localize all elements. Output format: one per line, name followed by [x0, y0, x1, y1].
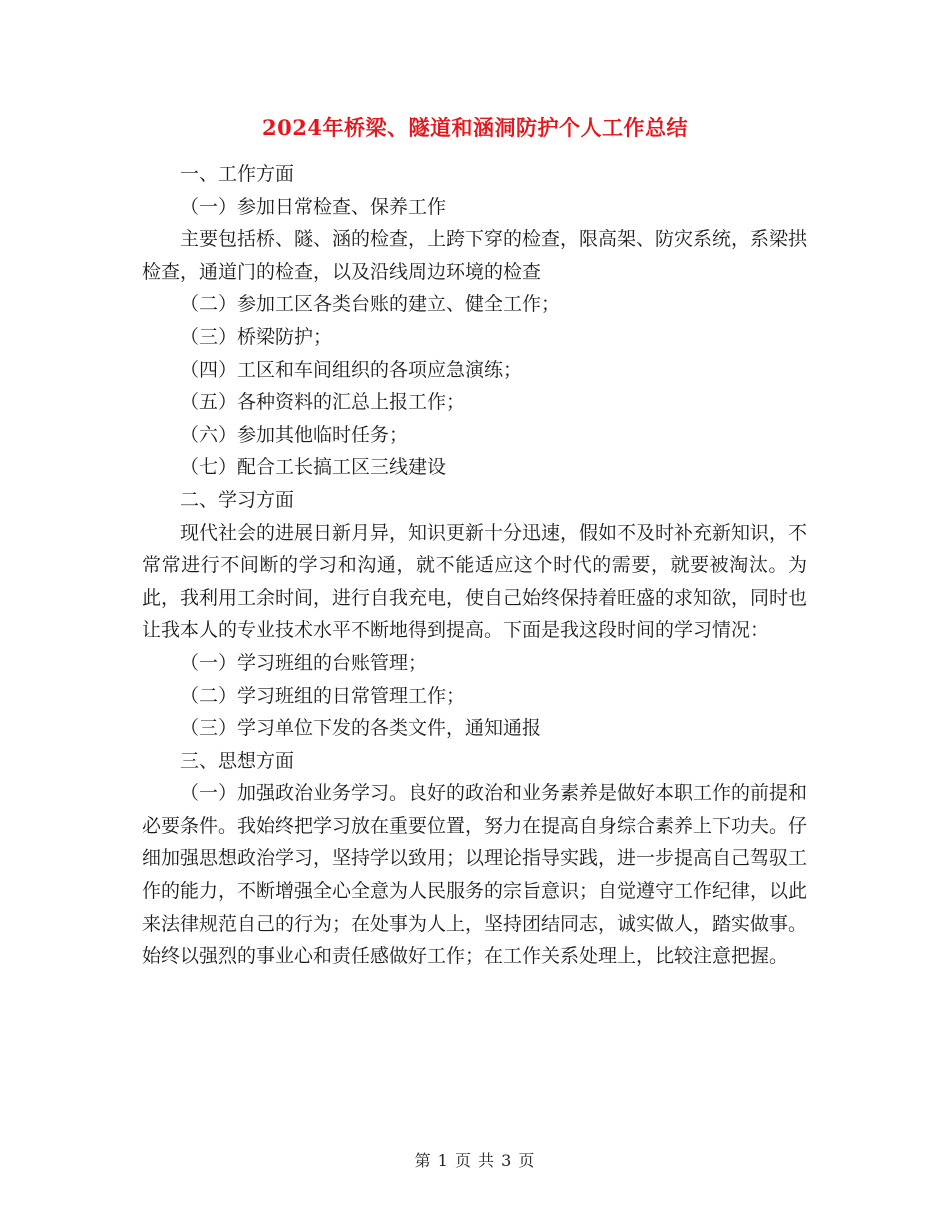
document-title: 2024年桥梁、隧道和涵洞防护个人工作总结 — [262, 115, 688, 140]
section-heading-thought: 三、思想方面 — [180, 749, 295, 772]
section-heading-study: 二、学习方面 — [180, 488, 295, 511]
paragraph: （三）桥梁防护； — [180, 325, 333, 348]
paragraph: （一）参加日常检查、保养工作 — [180, 195, 447, 218]
paragraph: 现代社会的进展日新月异，知识更新十分迅速，假如不及时补充新知识，不常常进行不间断的学习和沟通，就不能适应这个时代的需要，就要被淘汰。为此，我利用工余时间，进行自我充电，使自己始终保持着旺盛的求知欲，同时也让我本人的专业技术水平不断地得到提高。下面是我这段时间的学习情况： — [142, 521, 808, 642]
page-number-footer: 第 1 页 共 3 页 — [414, 1151, 536, 1170]
section-heading-work: 一、工作方面 — [180, 163, 295, 185]
paragraph: （二）参加工区各类台账的建立、健全工作； — [180, 293, 561, 316]
paragraph: （六）参加其他临时任务； — [180, 423, 409, 446]
paragraph: （五）各种资料的汇总上报工作； — [180, 391, 466, 414]
paragraph: （三）学习单位下发的各类文件，通知通报 — [180, 717, 542, 740]
paragraph: （四）工区和车间组织的各项应急演练； — [180, 358, 523, 381]
paragraph: （七）配合工长搞工区三线建设 — [180, 456, 447, 479]
paragraph: （二）学习班组的日常管理工作； — [180, 684, 466, 707]
document-body — [142, 158, 807, 973]
paragraph: 主要包括桥、隧、涵的检查，上跨下穿的检查，限高架、防灾系统，系梁拱检查，通道门的检查，以及沿线周边环境的检查 — [142, 228, 808, 283]
paragraph: （一）学习班组的台账管理； — [180, 651, 428, 674]
paragraph: （一）加强政治业务学习。良好的政治和业务素养是做好本职工作的前提和必要条件。我始终把学习放在重要位置，努力在提高自身综合素养上下功夫。仔细加强思想政治学习，坚持学以致用；以理论指导实践，进一步提高自己驾驭工作的能力，不断增强全心全意为人民服务的宗旨意识；自觉遵守工作纪律，以此来法律规范自己的行为；在处事为人上，坚持团结同志，诚实做人，踏实做事。始终以强烈的事业心和责任感做好工作；在工作关系处理上，比较注意把握。 — [142, 782, 808, 968]
